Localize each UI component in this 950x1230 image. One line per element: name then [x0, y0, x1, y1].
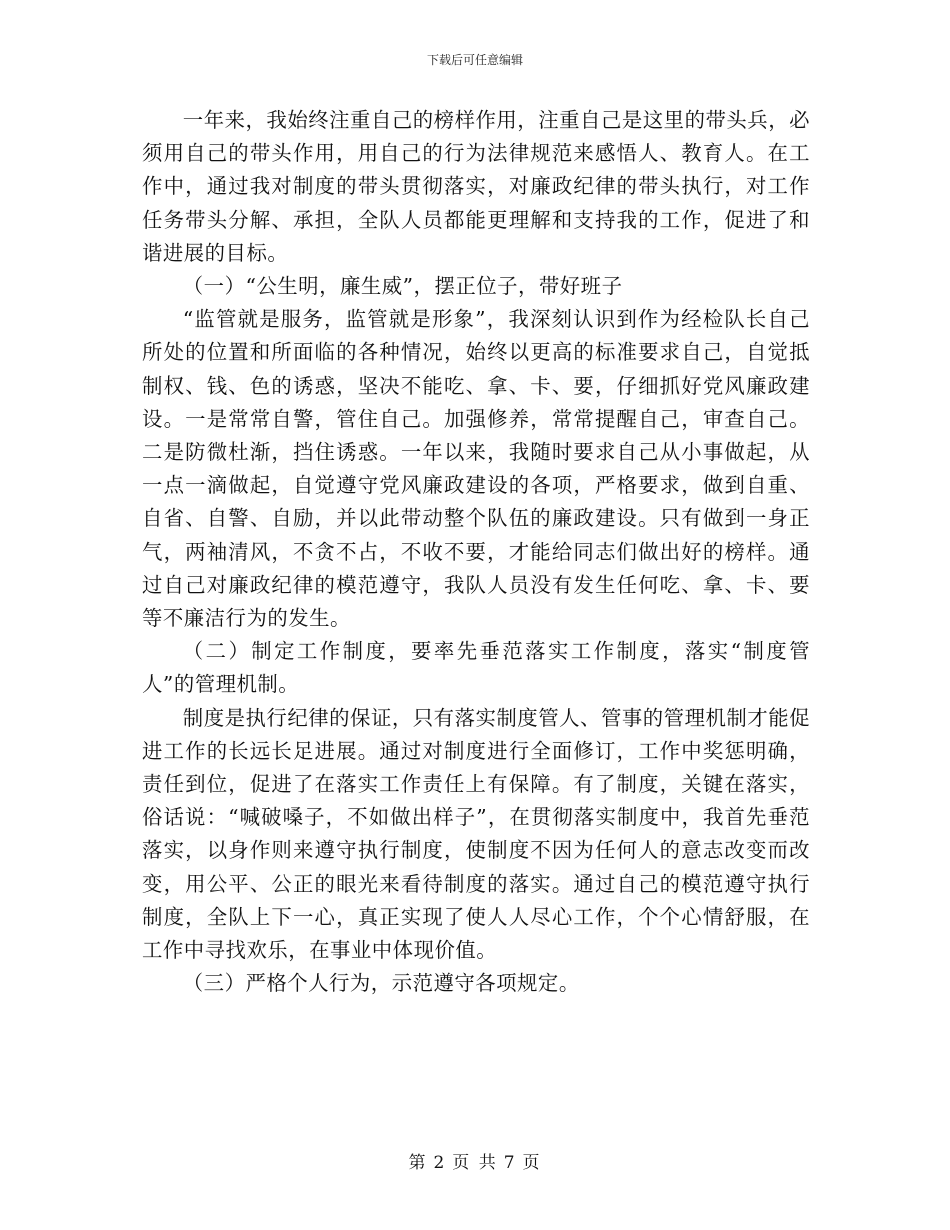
footer-prefix: 第 — [408, 1153, 428, 1173]
page-footer — [0, 1152, 950, 1174]
section-heading-1: （一）“公生明，廉生威”，摆正位子，带好班子 — [182, 274, 623, 299]
footer-middle: 页 共 — [452, 1153, 498, 1173]
footer-current-page: 2 — [433, 1153, 447, 1173]
paragraph-section-2: 制度是执行纪律的保证，只有落实制度管人、管事的管理机制才能促进工作的长远长足进展。通过对制度进行全面修订，工作中奖惩明确，责任到位，促进了在落实工作责任上有保障。有了制度，关键在落实，俗话说：“喊破嗓子，不如做出样子”，在贯彻落实制度中，我首先垂范落实，以身作则来遵守执行制度，使制度不因为任何人的意志改变而改变，用公平、公正的眼光来看待制度的落实。通过自己的模范遵守执行制度，全队上下一心，真正实现了使人人尽心工作，个个心情舒服，在工作中寻找欢乐，在事业中体现价值。 — [142, 705, 810, 963]
page-header: 下载后可任意编辑 — [426, 53, 523, 67]
document-body — [142, 104, 810, 1000]
paragraph-section-1: “监管就是服务，监管就是形象”，我深刻认识到作为经检队长自己所处的位置和所面临的各种情况，始终以更高的标准要求自己，自觉抵制权、钱、色的诱惑，坚决不能吃、拿、卡、要，仔细抓好党风廉政建设。一是常常自警，管住自己。加强修养，常常提醒自己，审查自己。二是防微杜渐，挡住诱惑。一年以来，我随时要求自己从小事做起，从一点一滴做起，自觉遵守党风廉政建设的各项，严格要求，做到自重、自省、自警、自励，并以此带动整个队伍的廉政建设。只有做到一身正气，两袖清风，不贪不占，不收不要，才能给同志们做出好的榜样。通过自己对廉政纪律的模范遵守，我队人员没有发生任何吃、拿、卡、要等不廉洁行为的发生。 — [142, 307, 810, 631]
section-heading-3: （三）严格个人行为，示范遵守各项规定。 — [182, 971, 580, 996]
section-heading-2: （二）制定工作制度，要率先垂范落实工作制度，落实“制度管人”的管理机制。 — [142, 639, 810, 697]
footer-total-pages: 7 — [503, 1153, 517, 1173]
footer-suffix: 页 — [522, 1153, 542, 1173]
paragraph-intro: 一年来，我始终注重自己的榜样作用，注重自己是这里的带头兵，必须用自己的带头作用，用自己的行为法律规范来感悟人、教育人。在工作中，通过我对制度的带头贯彻落实，对廉政纪律的带头执行，对工作任务带头分解、承担，全队人员都能更理解和支持我的工作，促进了和谐进展的目标。 — [142, 108, 810, 265]
